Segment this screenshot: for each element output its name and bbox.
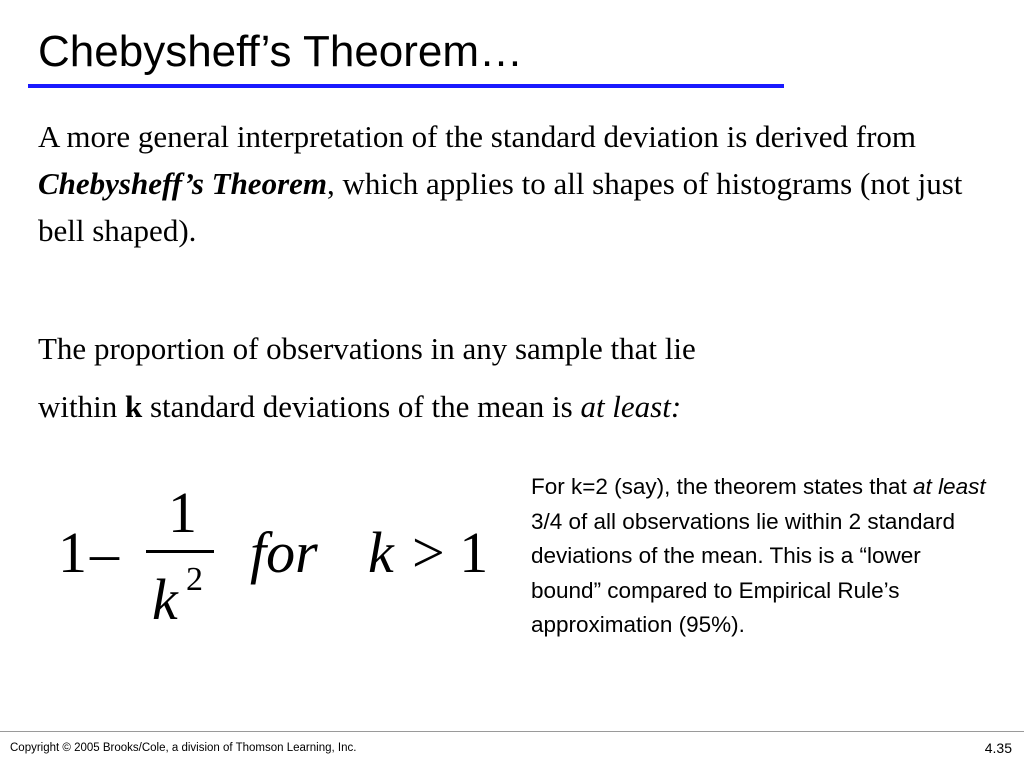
- note-at-least: at least: [913, 474, 986, 499]
- footer-divider: [0, 731, 1024, 732]
- formula-denominator-k: k: [152, 567, 178, 632]
- proportion-within: within: [38, 389, 125, 424]
- formula-for: for: [250, 520, 318, 585]
- formula-graphic: [50, 478, 510, 638]
- example-note: [531, 470, 991, 643]
- proportion-paragraph: [38, 320, 988, 436]
- intro-text-start: A more general interpretation of the standard deviation is derived from: [38, 119, 917, 154]
- formula-relation: > 1: [412, 520, 489, 585]
- note-text-end: 3/4 of all observations lie within 2 standard deviations of the mean. This is a “lower bound” compared to Empirical Rule’s approximation (95%).: [531, 508, 955, 637]
- proportion-middle: standard deviations of the mean is: [142, 389, 581, 424]
- chebysheff-formula: [50, 478, 510, 638]
- formula-exponent: 2: [186, 561, 203, 598]
- at-least-text: at least:: [580, 389, 682, 424]
- theorem-name: Chebysheff’s Theorem: [38, 166, 328, 201]
- slide-number: 4.35: [984, 740, 1012, 756]
- formula-one: 1: [58, 520, 87, 585]
- intro-text-end: , which applies to all shapes of histograms (not just bell shaped).: [38, 166, 963, 248]
- note-text-start: For k=2 (say), the theorem states that: [531, 474, 914, 499]
- formula-minus: –: [90, 520, 119, 585]
- fraction-bar: [146, 550, 214, 553]
- formula-numerator: 1: [168, 480, 197, 545]
- slide-title: Chebysheff’s Theorem…: [38, 27, 524, 76]
- title-underline: [28, 84, 784, 88]
- intro-paragraph: [38, 113, 988, 254]
- footer-copyright: Copyright © 2005 Brooks/Cole, a division of Thomson Learning, Inc.: [10, 742, 357, 754]
- k-variable: k: [124, 389, 143, 424]
- formula-k: k: [368, 520, 394, 585]
- proportion-line-1: The proportion of observations in any sample that lie: [38, 331, 696, 366]
